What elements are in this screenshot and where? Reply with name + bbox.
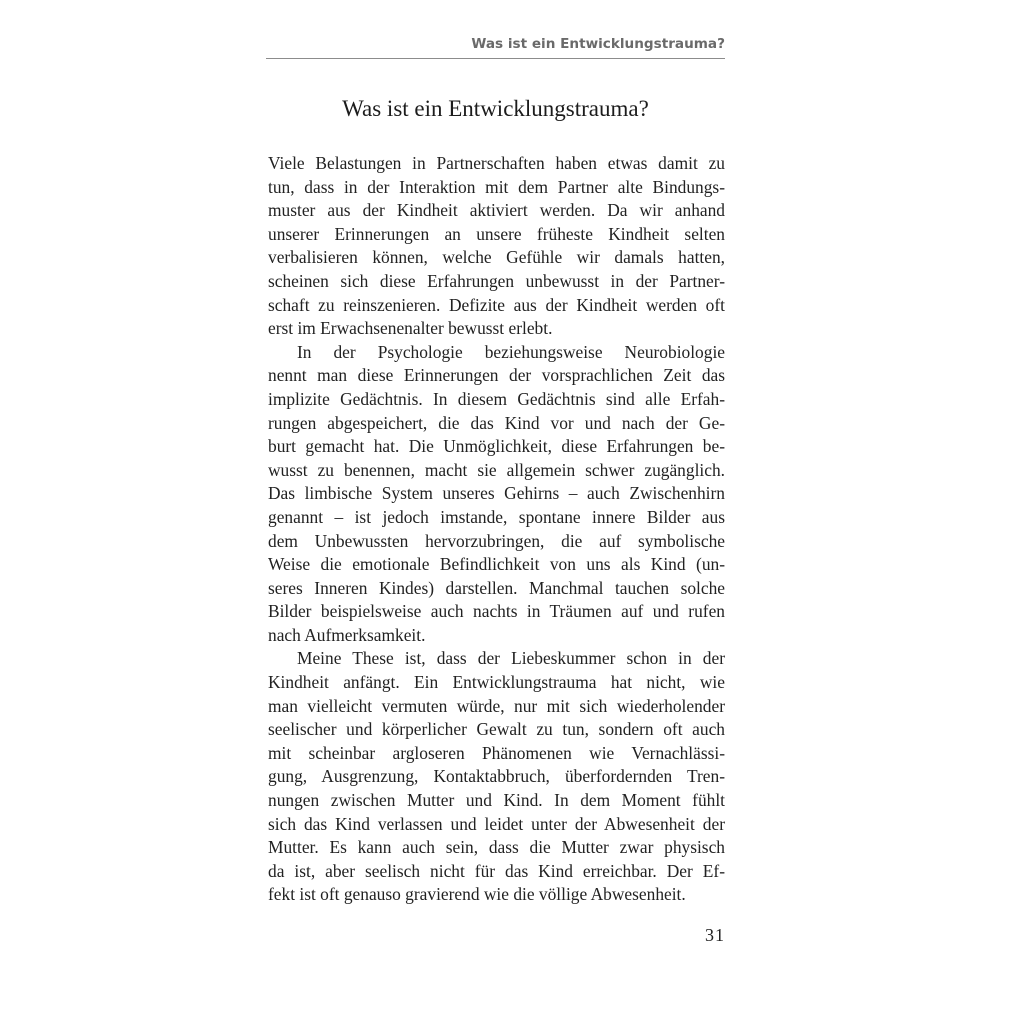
text-line: gung, Ausgrenzung, Kontaktabbruch, überfordernden Tren- xyxy=(268,766,725,787)
text-line: Das limbische System unseres Gehirns – auch Zwischenhirn xyxy=(268,483,725,504)
paragraph xyxy=(268,341,725,648)
text-line: tun, dass in der Interaktion mit dem Partner alte Bindungs- xyxy=(268,176,725,197)
text-line: muster aus der Kindheit aktiviert werden. Da wir anhand xyxy=(268,200,725,221)
text-line: Kindheit anfängt. Ein Entwicklungstrauma hat nicht, wie xyxy=(268,672,725,693)
text-line: erst im Erwachsenenalter bewusst erlebt. xyxy=(268,318,553,339)
text-line: implizite Gedächtnis. In diesem Gedächtnis sind alle Erfah- xyxy=(268,388,725,409)
text-line: nach Aufmerksamkeit. xyxy=(268,624,426,645)
text-line: Mutter. Es kann auch sein, dass die Mutter zwar physisch xyxy=(268,837,725,858)
text-line: schaft zu reinszenieren. Defizite aus der Kindheit werden oft xyxy=(268,294,725,315)
text-line: mit scheinbar argloseren Phänomenen wie Vernachlässi- xyxy=(268,742,725,763)
text-line: fekt ist oft genauso gravierend wie die völlige Abwesenheit. xyxy=(268,884,686,905)
text-line: verbalisieren können, welche Gefühle wir damals hatten, xyxy=(268,247,725,268)
text-line: burt gemacht hat. Die Unmöglichkeit, diese Erfahrungen be- xyxy=(268,436,725,457)
running-head-title: Was ist ein Entwicklungstrauma? xyxy=(471,36,725,52)
text-line: man vielleicht vermuten würde, nur mit sich wiederholender xyxy=(268,695,725,716)
text-line: nennt man diese Erinnerungen der vorsprachlichen Zeit das xyxy=(268,365,725,386)
text-line: Viele Belastungen in Partnerschaften haben etwas damit zu xyxy=(268,153,725,173)
text-line: wusst zu benennen, macht sie allgemein schwer zugänglich. xyxy=(268,459,725,480)
text-line: seelischer und körperlicher Gewalt zu tun, sondern oft auch xyxy=(268,719,725,740)
paragraph xyxy=(268,152,725,341)
paragraph xyxy=(268,647,725,907)
text-line: rungen abgespeichert, die das Kind vor und nach der Ge- xyxy=(268,412,725,433)
text-line: dem Unbewussten hervorzubringen, die auf symbolische xyxy=(268,530,725,551)
text-line: In der Psychologie beziehungsweise Neurobiologie xyxy=(297,341,725,362)
text-line: seres Inneren Kindes) darstellen. Manchmal tauchen solche xyxy=(268,577,725,598)
text-line: unserer Erinnerungen an unsere früheste Kindheit selten xyxy=(268,223,725,244)
text-line: sich das Kind verlassen und leidet unter der Abwesenheit der xyxy=(268,813,725,834)
body-text xyxy=(268,152,725,907)
text-line: da ist, aber seelisch nicht für das Kind erreichbar. Der Ef- xyxy=(268,860,725,881)
running-head xyxy=(266,33,725,59)
text-line: nungen zwischen Mutter und Kind. In dem Moment fühlt xyxy=(268,790,725,811)
text-line: scheinen sich diese Erfahrungen unbewusst in der Partner- xyxy=(268,270,725,291)
text-line: Bilder beispielsweise auch nachts in Träumen auf und rufen xyxy=(268,601,725,622)
text-line: Weise die emotionale Befindlichkeit von uns als Kind (un- xyxy=(268,554,725,575)
text-line: Meine These ist, dass der Liebeskummer schon in der xyxy=(297,648,725,669)
chapter-title: Was ist ein Entwicklungstrauma? xyxy=(342,96,649,121)
page-number: 31 xyxy=(705,925,725,945)
text-line: genannt – ist jedoch imstande, spontane innere Bilder aus xyxy=(268,506,725,527)
